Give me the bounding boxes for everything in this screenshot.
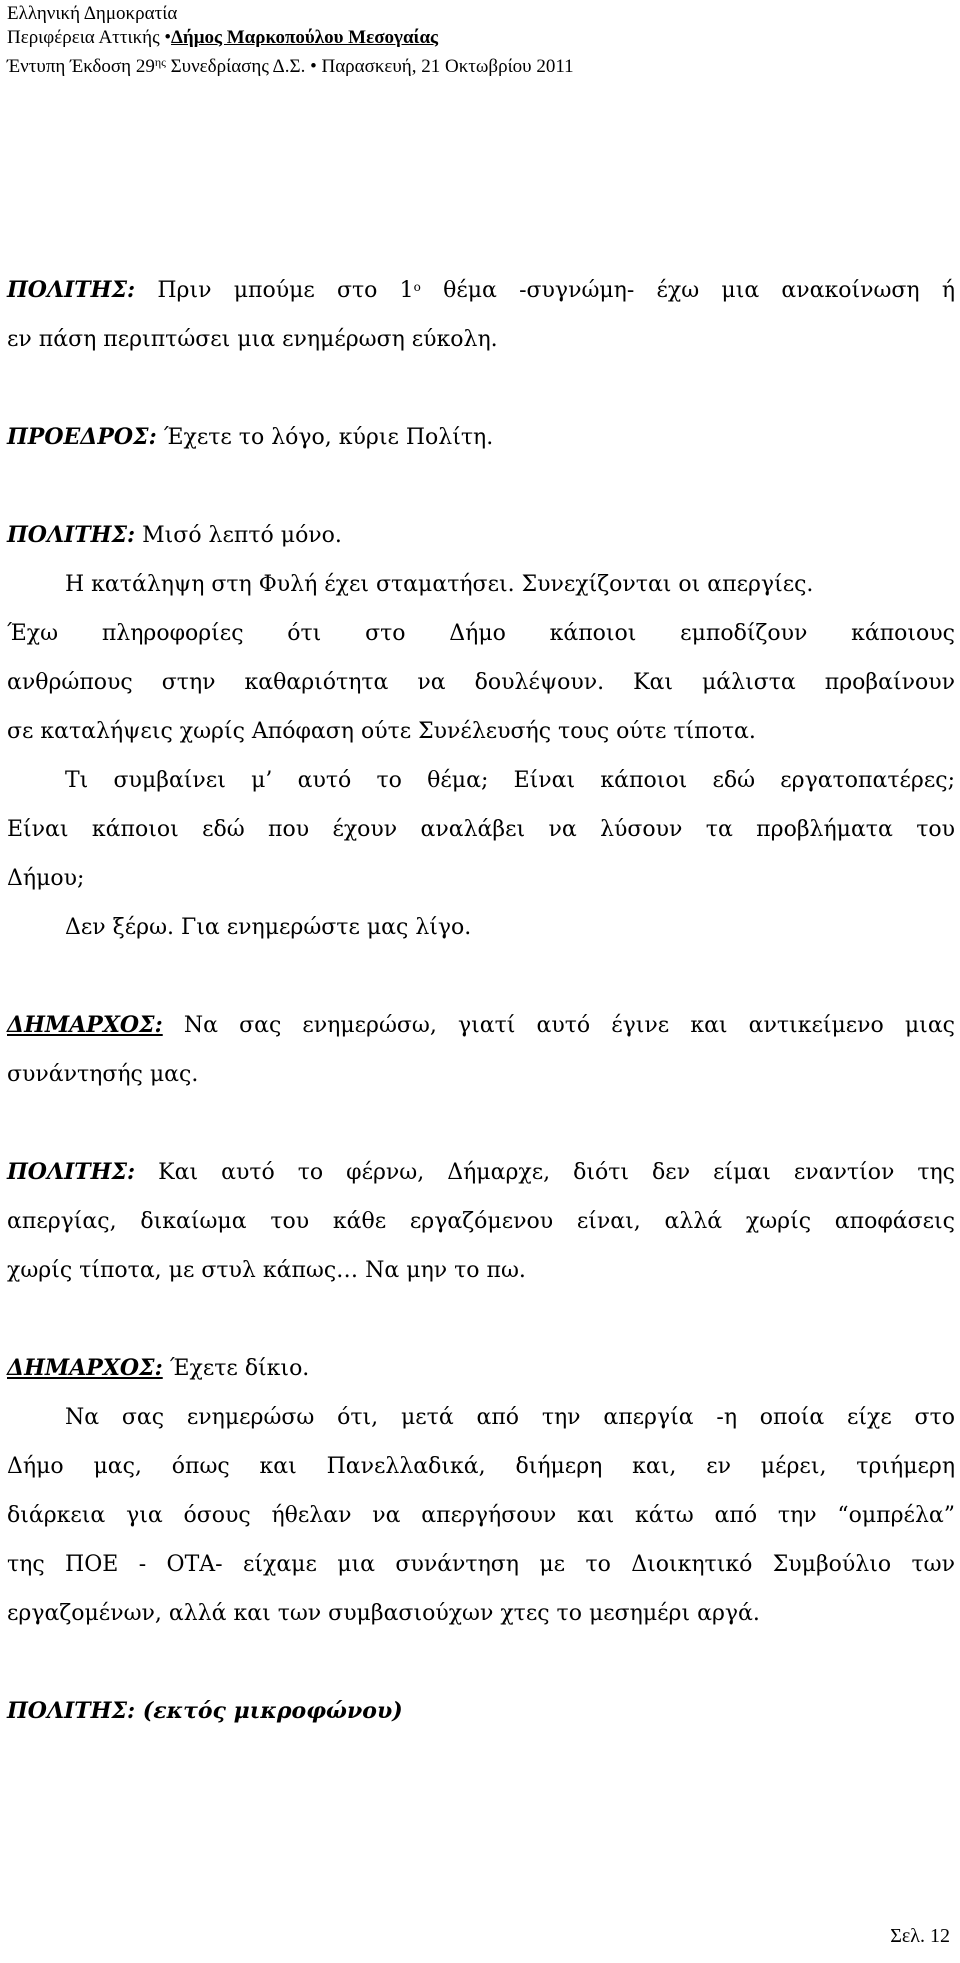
- speaker-label: ΠΟΛΙΤΗΣ: (εκτός μικροφώνου): [7, 1698, 403, 1724]
- transcript-line: [7, 1687, 955, 1736]
- transcript-line: ανθρώπους στην καθαριότητα να δουλέψουν. Και μάλιστα προβαίνουν: [7, 670, 955, 695]
- document-header: [7, 2, 574, 79]
- transcript-body: [7, 263, 955, 1736]
- transcript-line: ΔΗΜΑΡΧΟΣ: Να σας ενημερώσω, γιατί αυτό έγινε και αντικείμενο μιας: [7, 1012, 955, 1038]
- transcript-line: ΔΗΜΑΡΧΟΣ: Έχετε δίκιο.: [7, 1355, 310, 1381]
- transcript-line: ΠΡΟΕΔΡΟΣ: Έχετε το λόγο, κύριε Πολίτη.: [7, 424, 494, 450]
- transcript-line: Έχω πληροφορίες ότι στο Δήμο κάποιοι εμποδίζουν κάποιους: [7, 621, 955, 646]
- municipality-name: Δήμος Μαρκοπούλου Μεσογαίας: [171, 27, 439, 48]
- header-country: Ελληνική Δημοκρατία: [7, 3, 178, 24]
- transcript-line: ΠΟΛΙΤΗΣ: Μισό λεπτό μόνο.: [7, 522, 342, 548]
- transcript-line: Δεν ξέρω. Για ενημερώστε μας λίγο.: [65, 915, 472, 940]
- speech-block: [7, 1344, 955, 1638]
- speaker-label: ΠΟΛΙΤΗΣ:: [7, 1159, 136, 1185]
- speech-block: [7, 413, 955, 462]
- transcript-line: διάρκεια για όσους ήθελαν να απεργήσουν και κάτω από την “ομπρέλα”: [7, 1503, 955, 1528]
- speaker-label: ΠΡΟΕΔΡΟΣ:: [7, 424, 157, 450]
- speech-block: [7, 1001, 955, 1099]
- speech-block: [7, 1687, 955, 1736]
- speech-block: [7, 1148, 955, 1295]
- header-municipality: Περιφέρεια Αττικής •Δήμος Μαρκοπούλου Μεσογαίας: [7, 27, 439, 48]
- speaker-label: ΔΗΜΑΡΧΟΣ:: [7, 1355, 163, 1381]
- transcript-line: Τι συμβαίνει μ’ αυτό το θέμα; Είναι κάποιοι εδώ εργατοπατέρες;: [65, 768, 955, 793]
- transcript-line: εν πάση περιπτώσει μια ενημέρωση εύκολη.: [7, 327, 498, 352]
- speech-block: [7, 263, 955, 364]
- header-edition: Έντυπη Έκδοση $29^{\eta\varsigma}$ Συνεδρίασης Δ.Σ. • Παρασκευή, 21 Οκτωβρίου 2011: [7, 55, 574, 77]
- transcript-line: συνάντησής μας.: [7, 1062, 199, 1087]
- transcript-line: απεργίας, δικαίωμα του κάθε εργαζόμενου είναι, αλλά χωρίς αποφάσεις: [7, 1209, 955, 1234]
- transcript-line: Δήμο μας, όπως και Πανελλαδικά, διήμερη και, εν μέρει, τριήμερη: [7, 1454, 955, 1479]
- speaker-label: ΠΟΛΙΤΗΣ:: [7, 522, 136, 548]
- page-number: Σελ. 12: [890, 1925, 950, 1947]
- speaker-label: ΠΟΛΙΤΗΣ:: [7, 277, 136, 303]
- transcript-line: Η κατάληψη στη Φυλή έχει σταματήσει. Συνεχίζονται οι απεργίες.: [65, 572, 814, 597]
- transcript-line: χωρίς τίποτα, με στυλ κάπως… Να μην το πω.: [7, 1258, 526, 1283]
- speaker-label: ΔΗΜΑΡΧΟΣ:: [7, 1012, 163, 1038]
- transcript-line: ΠΟΛΙΤΗΣ: Και αυτό το φέρνω, Δήμαρχε, διότι δεν είμαι εναντίον της: [7, 1159, 955, 1185]
- transcript-line: εργαζομένων, αλλά και των συμβασιούχων χτες το μεσημέρι αργά.: [7, 1601, 760, 1626]
- transcript-line: ΠΟΛΙΤΗΣ: Πριν μπούμε στο $1^o$ θέμα -συγνώμη- έχω μια ανακοίνωση ή: [7, 277, 956, 303]
- transcript-line: Είναι κάποιοι εδώ που έχουν αναλάβει να λύσουν τα προβλήματα του: [7, 817, 955, 842]
- transcript-line: σε καταλήψεις χωρίς Απόφαση ούτε Συνέλευσής τους ούτε τίποτα.: [7, 719, 756, 744]
- transcript-line: Να σας ενημερώσω ότι, μετά από την απεργία -η οποία είχε στο: [65, 1405, 955, 1430]
- transcript-line: Δήμου;: [7, 866, 85, 891]
- transcript-line: της ΠΟΕ - ΟΤΑ- είχαμε μια συνάντηση με το Διοικητικό Συμβούλιο των: [7, 1552, 955, 1577]
- speech-block: [7, 511, 955, 952]
